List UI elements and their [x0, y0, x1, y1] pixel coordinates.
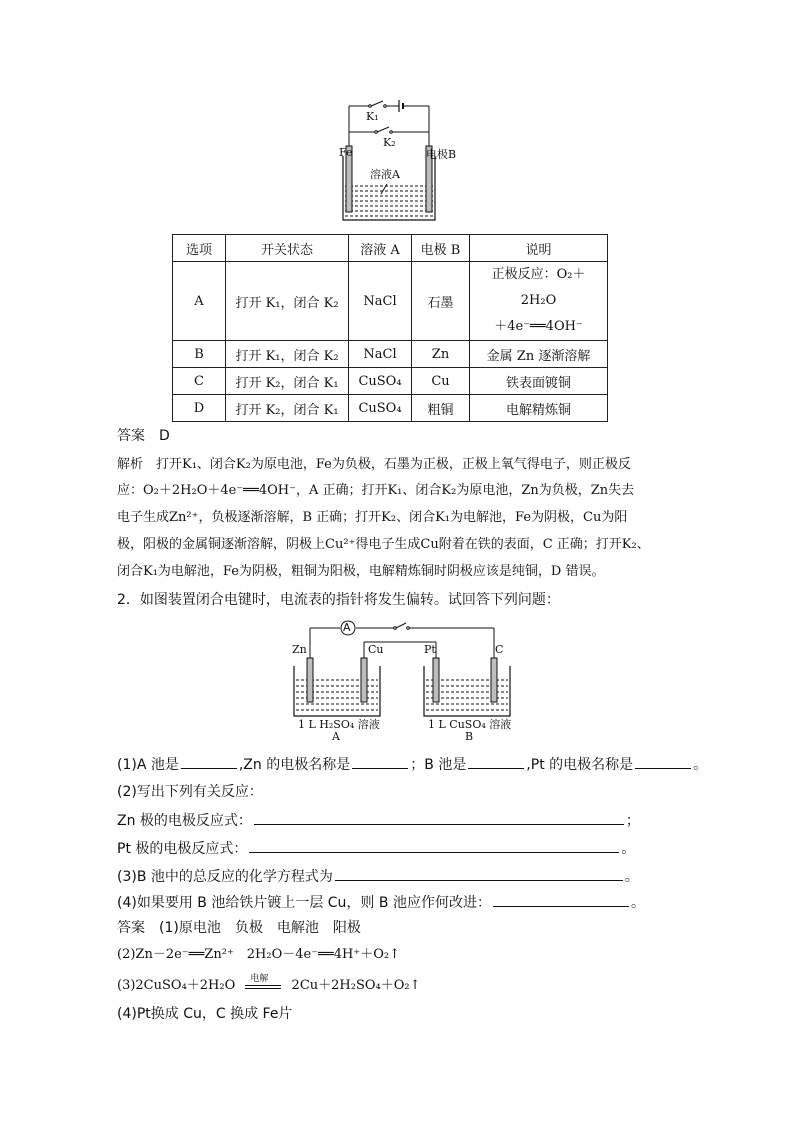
- options-table: [172, 234, 608, 422]
- q2-sub2-pt-text: Pt 极的电极反应式：: [117, 841, 248, 857]
- q2-sub2-zn-text: Zn 极的电极反应式：: [117, 813, 252, 829]
- table-header-row: [173, 235, 608, 262]
- table-header: 选项: [173, 235, 226, 262]
- table-cell: CuSO₄: [349, 368, 412, 395]
- q2-answer-3-right: 2Cu＋2H₂SO₄＋O₂↑: [291, 978, 421, 993]
- q2-answer-4: (4)Pt换成 Cu，C 换成 Fe片: [117, 1006, 293, 1022]
- q2-sub4-end: 。: [630, 895, 645, 911]
- q1-analysis-line: 闭合K₁为电解池，Fe为阴极，粗铜为阳极，电解精炼铜时阴极应该是纯铜，D 错误。: [117, 564, 605, 579]
- table-header: 溶液 A: [349, 235, 412, 262]
- q1-analysis-line: 极，阳极的金属铜逐渐溶解，阴极上Cu²⁺得电子生成Cu附着在铁的表面，C 正确；打开K₂、: [117, 537, 650, 552]
- table-header: 说明: [470, 235, 608, 262]
- answer-blank[interactable]: [181, 754, 237, 769]
- equals-line-bottom: [245, 988, 281, 989]
- table-cell: NaCl: [349, 262, 412, 341]
- q2-answer-2: (2)Zn－2e⁻══Zn²⁺ 2H₂O－4e⁻══4H⁺＋O₂↑: [117, 947, 400, 962]
- q2-answer-3: [117, 973, 421, 996]
- table-row: [173, 395, 608, 422]
- answer-blank[interactable]: [468, 754, 524, 769]
- answer-blank[interactable]: [335, 866, 623, 881]
- table-cell: D: [173, 395, 226, 422]
- table-cell: 粗铜: [412, 395, 470, 422]
- table-row: [173, 341, 608, 368]
- q2-sub3-text: (3)B 池中的总反应的化学方程式为: [117, 869, 333, 885]
- solution-a-label: 1 L H₂SO₄ 溶液: [298, 718, 380, 731]
- solution-b-label: 1 L CuSO₄ 溶液: [428, 718, 512, 731]
- q2-sub4: [117, 892, 645, 913]
- ammeter-label: A: [343, 621, 351, 634]
- figure-1-cell-diagram: [335, 98, 475, 226]
- table-header: 开关状态: [226, 235, 349, 262]
- condition-label: 电解: [250, 973, 269, 984]
- q1-answer: 答案 D: [117, 428, 170, 444]
- answer-blank[interactable]: [249, 838, 619, 853]
- q2-sub1: [117, 754, 707, 775]
- table-row: [173, 368, 608, 395]
- switch-k1-label: K₁: [366, 110, 379, 123]
- answer-blank[interactable]: [352, 754, 408, 769]
- table-cell: B: [173, 341, 226, 368]
- q2-sub4-text: (4)如果要用 B 池给铁片镀上一层 Cu，则 B 池应作何改进：: [117, 895, 491, 911]
- fe-electrode-label: Fe: [339, 146, 353, 159]
- table-cell: A: [173, 262, 226, 341]
- table-cell: 打开 K₂，闭合 K₁: [226, 395, 349, 422]
- answer-blank[interactable]: [635, 754, 691, 769]
- q2-sub2-zn: [117, 810, 640, 831]
- q1-analysis-line: 解析 打开K₁、闭合K₂为原电池，Fe为负极，石墨为正极，正极上氧气得电子，则正极反: [117, 457, 631, 472]
- q2-sub1-text: (1)A 池是: [117, 757, 179, 773]
- answer-blank[interactable]: [254, 810, 624, 825]
- table-header: 电极 B: [412, 235, 470, 262]
- q1-analysis-line: 应：O₂＋2H₂O＋4e⁻══4OH⁻，A 正确；打开K₁、闭合K₂为原电池，Zn为负极，Zn失去: [117, 483, 635, 498]
- table-row: [173, 262, 608, 341]
- q2-sub1-text: 。: [693, 757, 708, 773]
- q2-stem: 2．如图装置闭合电键时，电流表的指针将发生偏转。试回答下列问题：: [117, 592, 560, 608]
- table-cell: [470, 262, 608, 341]
- q2-sub2-pt: [117, 838, 635, 859]
- q2-sub1-text: ；B 池是: [410, 757, 467, 773]
- c-electrode-label: C: [495, 643, 504, 656]
- table-cell: NaCl: [349, 341, 412, 368]
- table-cell: Zn: [412, 341, 470, 368]
- q2-sub3: [117, 866, 639, 887]
- q2-sub3-end: 。: [624, 869, 639, 885]
- table-cell: C: [173, 368, 226, 395]
- switch-k2-label: K₂: [383, 136, 396, 149]
- q2-answer-3-left: (3)2CuSO₄＋2H₂O: [117, 978, 236, 993]
- solution-a-label: 溶液A: [370, 168, 400, 181]
- table-cell: 电解精炼铜: [470, 395, 608, 422]
- q2-sub2: (2)写出下列有关反应：: [117, 784, 263, 800]
- cu-electrode-label: Cu: [368, 643, 384, 656]
- table-cell: CuSO₄: [349, 395, 412, 422]
- electrode-b-label: 电极B: [426, 148, 457, 161]
- q1-analysis-line: 电子生成Zn²⁺，负极逐渐溶解，B 正确；打开K₂、闭合K₁为电解池，Fe为阴极，Cu为阳: [117, 510, 628, 525]
- answer-blank[interactable]: [493, 892, 629, 907]
- q2-sub2-pt-end: 。: [621, 841, 636, 857]
- pool-b-label: B: [465, 730, 474, 743]
- zn-electrode-label: Zn: [292, 643, 307, 656]
- q2-sub1-text: ,Pt 的电极名称是: [526, 757, 634, 773]
- table-cell: 打开 K₁，闭合 K₂: [226, 341, 349, 368]
- pt-electrode-label: Pt: [424, 643, 436, 656]
- q2-answer-1: 答案 (1)原电池 负极 电解池 阳极: [117, 920, 361, 936]
- table-cell: 石墨: [412, 262, 470, 341]
- table-cell: 打开 K₂，闭合 K₁: [226, 368, 349, 395]
- table-cell: 铁表面镀铜: [470, 368, 608, 395]
- q2-sub2-zn-end: ；: [625, 813, 640, 829]
- electrolysis-condition: [245, 973, 281, 993]
- table-cell: Cu: [412, 368, 470, 395]
- cell-line: ＋4e⁻══4OH⁻: [494, 319, 583, 334]
- pool-a-label: A: [332, 730, 340, 743]
- equals-line-top: [245, 985, 281, 986]
- q2-sub1-text: ,Zn 的电极名称是: [238, 757, 351, 773]
- cell-line: 正极反应：O₂＋2H₂O: [491, 267, 586, 308]
- table-cell: 打开 K₁，闭合 K₂: [226, 262, 349, 341]
- table-cell: 金属 Zn 逐渐溶解: [470, 341, 608, 368]
